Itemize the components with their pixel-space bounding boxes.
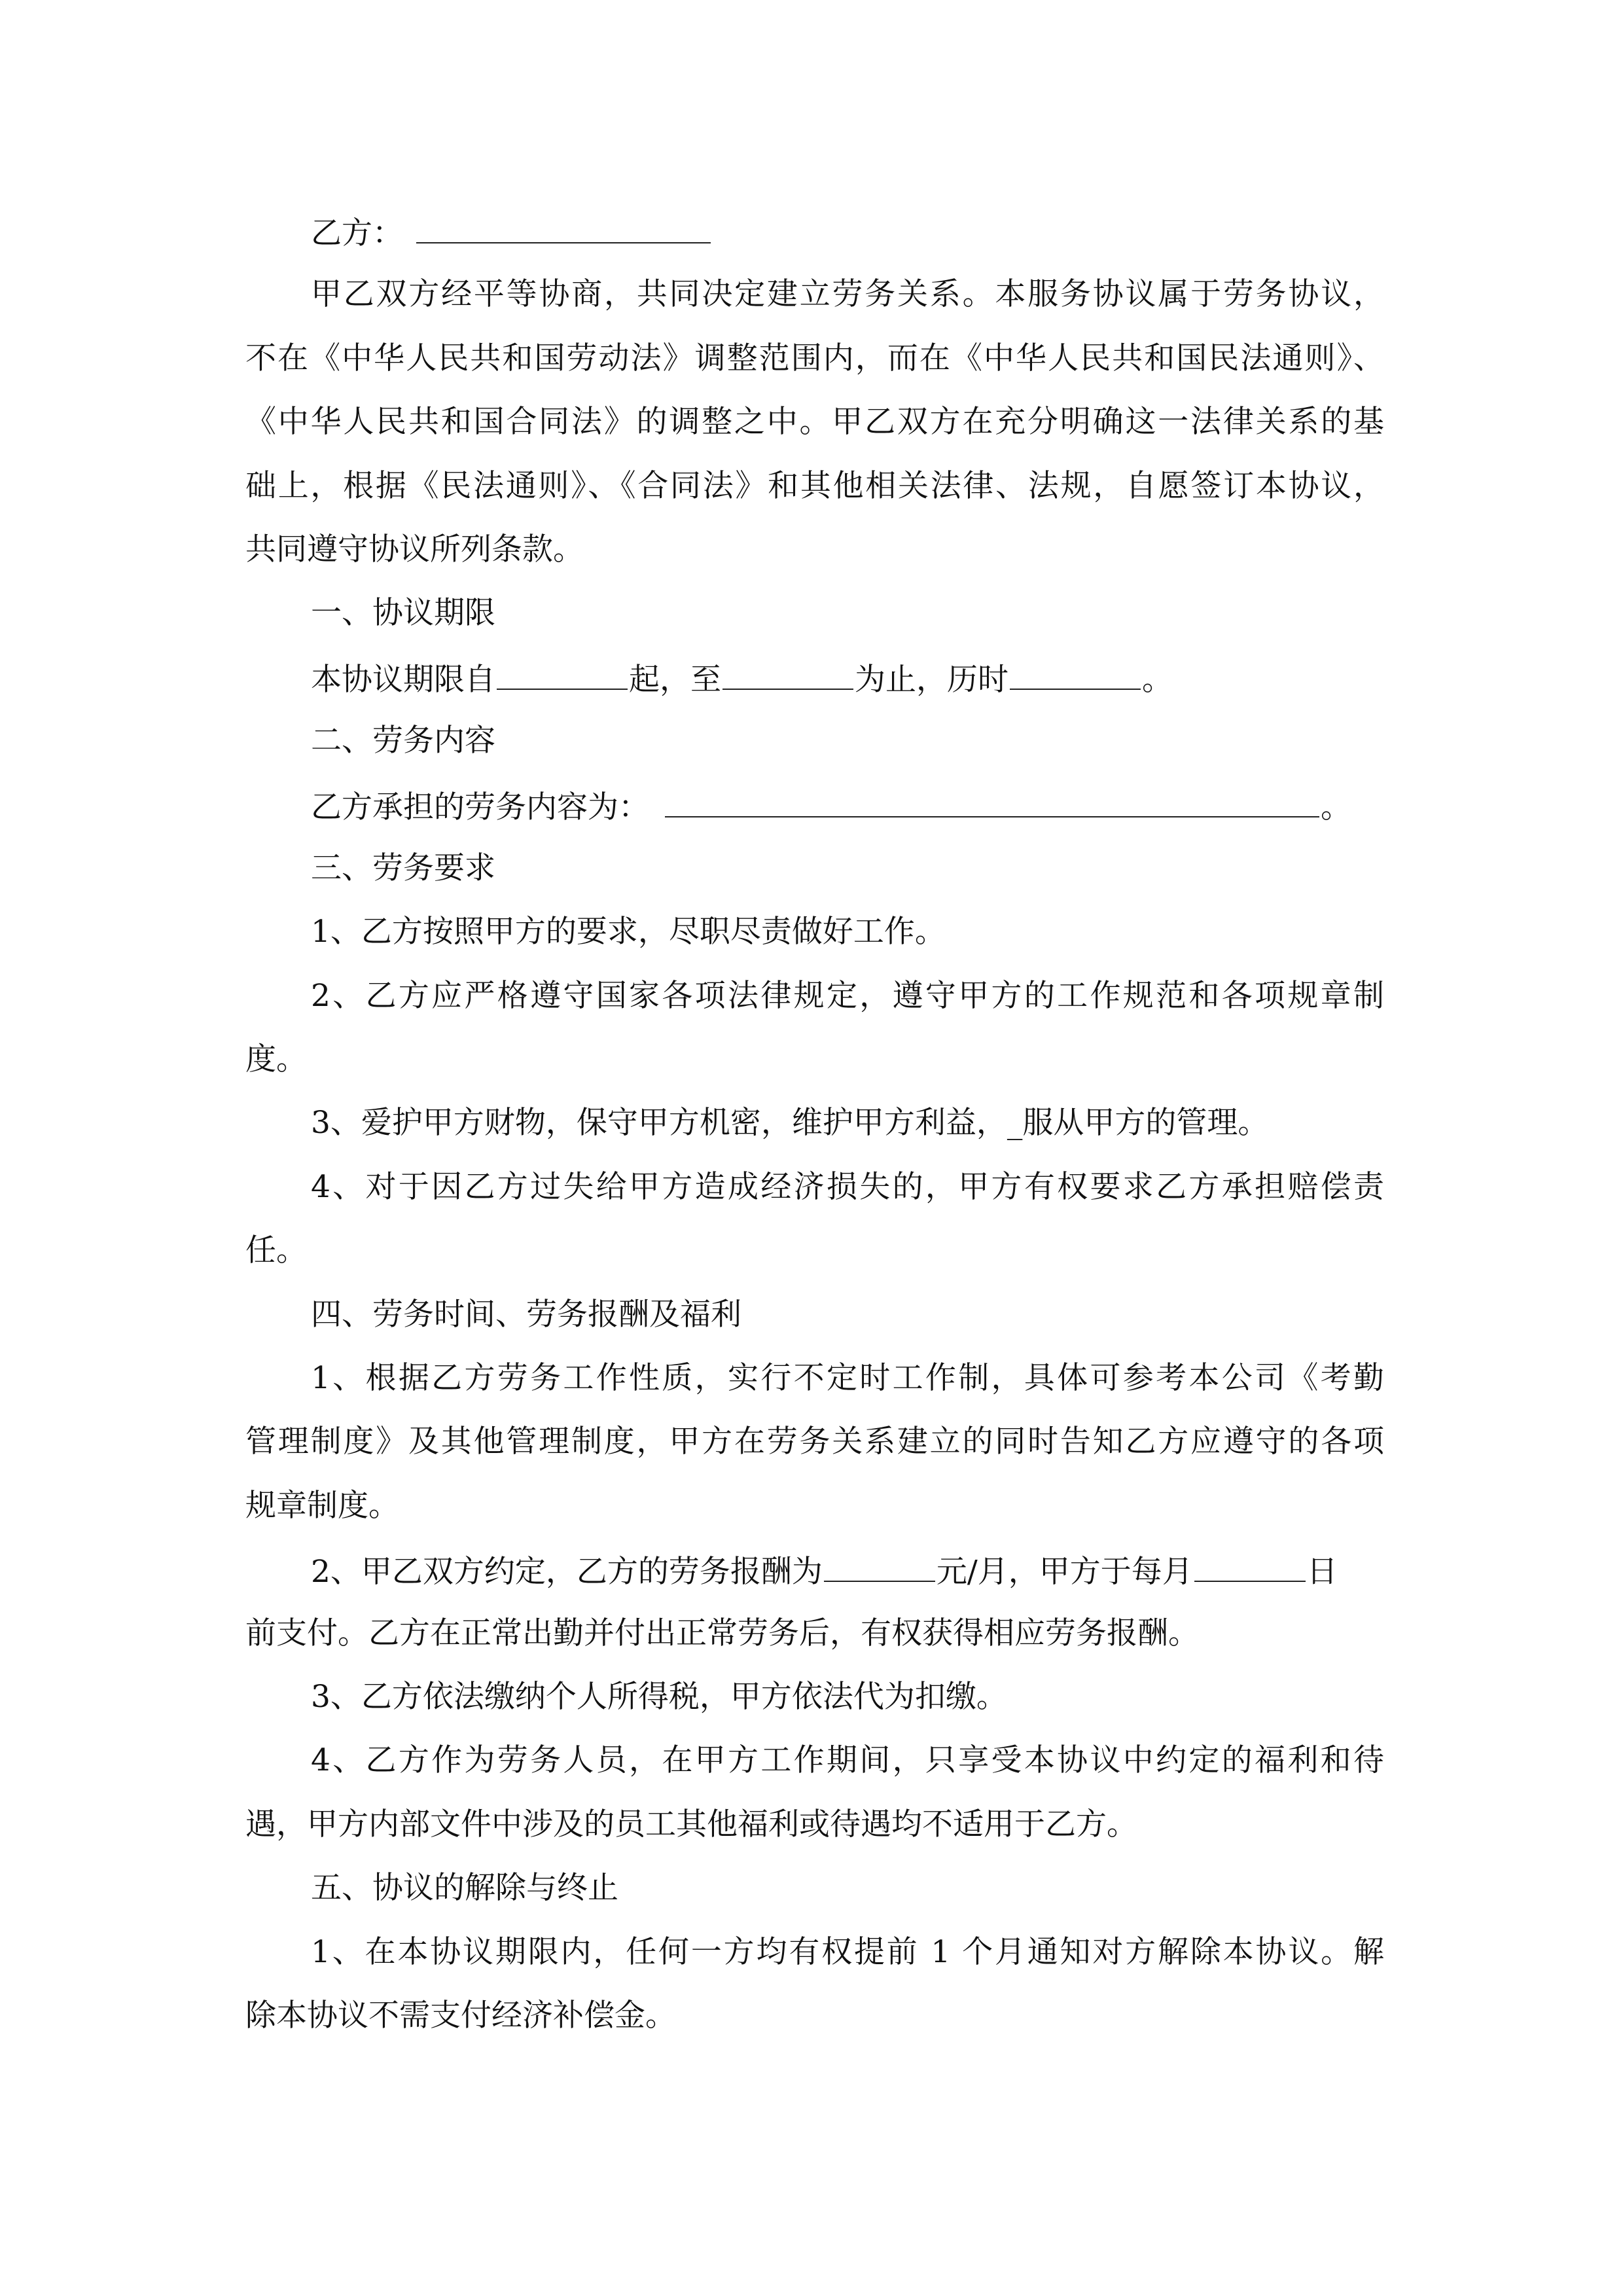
- compensation-line: 前支付。乙方在正常出勤并付出正常劳务后，有权获得相应劳务报酬。: [245, 1615, 1199, 1651]
- term-line: [245, 657, 1384, 721]
- section-heading-compensation: 四、劳务时间、劳务报酬及福利: [311, 1296, 741, 1333]
- content-line: [245, 785, 1384, 848]
- pay-text: 元/月，甲方于每月: [936, 1554, 1193, 1590]
- service-content-blank[interactable]: [665, 785, 1319, 817]
- compensation-line: 遇，甲方内部文件中涉及的员工其他福利或待遇均不适用于乙方。: [245, 1806, 1137, 1842]
- term-text: 。: [1142, 661, 1173, 698]
- termination-line: 1、在本协议期限内，任何一方均有权提前 1 个月通知对方解除本协议。解: [311, 1933, 1384, 1970]
- duration-blank[interactable]: [1010, 657, 1141, 690]
- compensation-line: 管理制度》及其他管理制度，甲方在劳务关系建立的同时告知乙方应遵守的各项: [245, 1424, 1384, 1460]
- term-text: 起，至: [629, 661, 721, 698]
- section-heading-content: 二、劳务内容: [311, 723, 495, 759]
- pay-text: 日: [1306, 1554, 1338, 1590]
- requirement-line: 任。: [245, 1232, 307, 1269]
- requirement-line: 4、对于因乙方过失给甲方造成经济损失的，甲方有权要求乙方承担赔偿责: [311, 1168, 1384, 1205]
- content-label: 乙方承担的劳务内容为：: [311, 789, 649, 825]
- preamble-line: 甲乙双方经平等协商，共同决定建立劳务关系。本服务协议属于劳务协议，: [311, 276, 1384, 313]
- preamble-line: 《中华人民共和国合同法》的调整之中。甲乙双方在充分明确这一法律关系的基: [245, 404, 1384, 440]
- monthly-pay-blank[interactable]: [824, 1549, 935, 1582]
- requirement-line: 3、爱护甲方财物，保守甲方机密，维护甲方利益，_服从甲方的管理。: [311, 1105, 1269, 1141]
- section-heading-term: 一、协议期限: [311, 595, 495, 632]
- party-b-label: 乙方：: [311, 215, 403, 251]
- section-heading-termination: 五、协议的解除与终止: [311, 1870, 618, 1907]
- compensation-line: 3、乙方依法缴纳个人所得税，甲方依法代为扣缴。: [311, 1678, 1007, 1715]
- section-heading-requirements: 三、劳务要求: [311, 850, 495, 886]
- term-text: 本协议期限自: [311, 661, 495, 698]
- content-end: 。: [1321, 789, 1351, 825]
- preamble-line: 础上，根据《民法通则》、《合同法》和其他相关法律、法规，自愿签订本协议，: [245, 467, 1384, 504]
- document-page: [245, 211, 1384, 2059]
- pay-line: [245, 1549, 1384, 1613]
- end-date-blank[interactable]: [722, 657, 853, 690]
- term-text: 为止，历时: [855, 661, 1008, 698]
- termination-line: 除本协议不需支付经济补偿金。: [245, 1997, 676, 2034]
- party-b-blank[interactable]: [416, 211, 711, 243]
- preamble-line: 共同遵守协议所列条款。: [245, 531, 584, 567]
- start-date-blank[interactable]: [497, 657, 628, 690]
- requirement-line: 2、乙方应严格遵守国家各项法律规定，遵守甲方的工作规范和各项规章制: [311, 977, 1384, 1014]
- requirement-line: 1、乙方按照甲方的要求，尽职尽责做好工作。: [311, 914, 946, 950]
- compensation-line: 规章制度。: [245, 1487, 399, 1524]
- pay-day-blank[interactable]: [1194, 1549, 1306, 1582]
- compensation-line: 1、根据乙方劳务工作性质，实行不定时工作制，具体可参考本公司《考勤: [311, 1360, 1384, 1397]
- party-b-line: [245, 211, 1384, 274]
- pay-text: 2、甲乙双方约定，乙方的劳务报酬为: [311, 1554, 823, 1590]
- preamble-line: 不在《中华人民共和国劳动法》调整范围内，而在《中华人民共和国民法通则》、: [245, 340, 1384, 376]
- requirement-line: 度。: [245, 1041, 307, 1078]
- compensation-line: 4、乙方作为劳务人员，在甲方工作期间，只享受本协议中约定的福利和待: [311, 1742, 1384, 1779]
